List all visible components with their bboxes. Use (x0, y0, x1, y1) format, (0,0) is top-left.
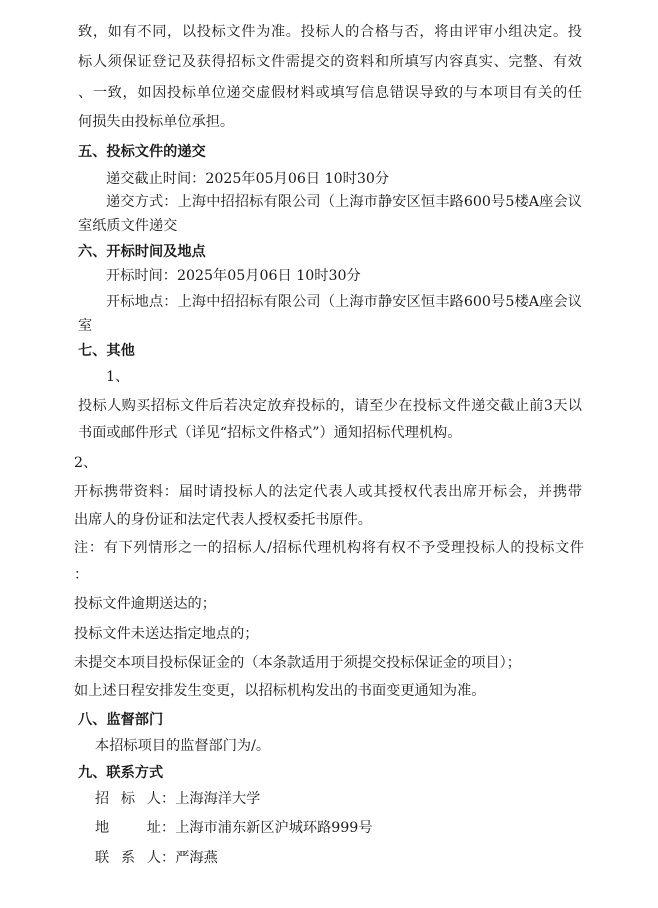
submission-method-line-1: 递交方式：上海中招招标有限公司（上海市静安区恒丰路600号5楼A座会议 (106, 194, 582, 210)
intro-line-1: 致，如有不同，以投标文件为准。投标人的合格与否，将由评审小组决定。投 (78, 24, 582, 40)
section-7-heading: 七、其他 (78, 343, 135, 359)
section-6-heading: 六、开标时间及地点 (78, 244, 206, 260)
item-2-number: 2、 (74, 455, 98, 471)
item-1-line-2: 书面或邮件形式（详见“招标文件格式”）通知招标代理机构。 (78, 425, 462, 441)
tenderer-value: ：上海海洋大学 (161, 791, 261, 807)
case-3: 未提交本项目投标保证金的（本条款适用于须提交投标保证金的项目）； (74, 655, 521, 671)
address-value: ：上海市浦东新区沪城环路999号 (161, 820, 373, 836)
item-1-number: 1、 (106, 369, 130, 385)
opening-time: 开标时间：2025年05月06日 10时30分 (106, 268, 361, 284)
intro-line-2: 标人须保证登记及获得招标文件需提交的资料和所填写内容真实、完整、有效 (78, 54, 582, 70)
contact-row-address (95, 818, 373, 838)
submission-method-line-2: 室纸质文件递交 (78, 218, 178, 234)
opening-place-line-2: 室 (78, 318, 93, 334)
note-line-1: 注：有下列情形之一的招标人/招标代理机构将有权不予受理投标人的投标文件 (74, 540, 584, 556)
opening-place-line-1: 开标地点：上海中招招标有限公司（上海市静安区恒丰路600号5楼A座会议 (106, 294, 582, 310)
address-label: 地 址 (95, 820, 161, 836)
intro-line-3: 、一致，如因投标单位递交虚假材料或填写信息错误导致的与本项目有关的任 (78, 85, 582, 101)
contact-row-tenderer (95, 789, 260, 809)
item-2-line-1: 开标携带资料：届时请投标人的法定代表人或其授权代表出席开标会，并携带 (74, 484, 582, 500)
contact-row-person (95, 848, 218, 868)
contact-value: ：严海燕 (161, 850, 218, 866)
intro-line-4: 何损失由投标单位承担。 (78, 114, 235, 130)
submission-deadline: 递交截止时间：2025年05月06日 10时30分 (106, 171, 390, 187)
section-5-heading: 五、投标文件的递交 (78, 144, 206, 160)
case-2: 投标文件未送达指定地点的； (74, 626, 259, 642)
supervision-text: 本招标项目的监督部门为/。 (95, 738, 271, 754)
tenderer-label: 招 标 人 (95, 791, 161, 807)
case-1: 投标文件逾期送达的； (74, 596, 216, 612)
schedule-change-note: 如上述日程安排发生变更，以招标机构发出的书面变更通知为准。 (74, 683, 486, 699)
note-line-2: ： (74, 567, 89, 583)
contact-label: 联 系 人 (95, 850, 161, 866)
item-2-line-2: 出席人的身份证和法定代表人授权委托书原件。 (74, 512, 372, 528)
item-1-line-1: 投标人购买招标文件后若决定放弃投标的，请至少在投标文件递交截止前3天以 (78, 398, 582, 414)
section-9-heading: 九、联系方式 (78, 765, 164, 781)
section-8-heading: 八、监督部门 (78, 712, 164, 728)
